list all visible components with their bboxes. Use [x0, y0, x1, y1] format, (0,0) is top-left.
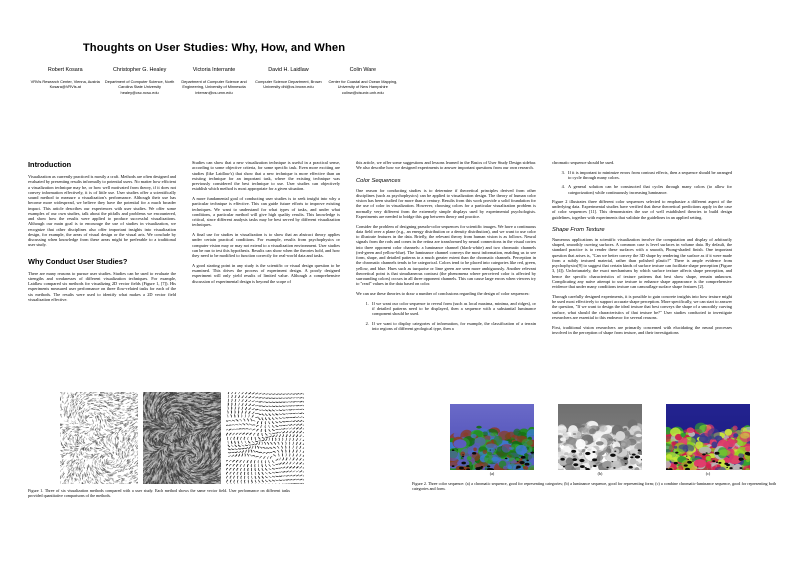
paragraph: A good starting point in any study is the scientific or visual design question to be examined. This drives the process of experiment design. A poorly designed experiment will only yield results of limited value. Although a comprehensive discussion of experimental design is beyond the scope of: [192, 262, 340, 284]
paragraph: chromatic sequence should be used.: [552, 160, 615, 165]
heading-shape-from-texture: Shape From Texture: [552, 226, 605, 233]
author-entry: [326, 66, 400, 95]
figure-2-panel-c: [666, 404, 750, 477]
conclusions-list: [356, 301, 536, 331]
author-entry: [177, 66, 251, 95]
list-item: 4. A general solution can be constructed that cycles through many colors (to allow for categorization) while continuously increasing luminance.: [566, 184, 732, 195]
figure-2-panel-b: [558, 404, 642, 477]
author-name: Christopher G. Healey: [112, 67, 167, 73]
list-item: 1. If we want our color sequence to reveal form (such as local maxima, minima, and ridges), or if detailed patterns need to be displayed, then a sequence with a substantial luminance component should be used.: [370, 301, 536, 317]
figure-2-sublabel: (c): [705, 471, 711, 476]
author-entry: [251, 66, 325, 95]
column-3: [356, 160, 536, 335]
author-entry: [28, 66, 102, 95]
figure-1-panels: [60, 392, 304, 484]
figure-1-panel-arrow-glyphs: [226, 392, 304, 484]
paragraph: A final use for studies in visualization is to show that an abstract theory applies under certain practical conditions. For example, results from psychophysics or computer vision may or may not extend to a visualization environment. User studies can be run to test this hypothesis. Results can show when the theories hold, and how they need to be modified to function correctly for real-world data and tasks.: [192, 232, 340, 258]
author-affiliation: Department of Computer Science and Engineering, University of Minnesota interran@cs.umn.edu: [181, 79, 247, 95]
author-name: Robert Kosara: [47, 67, 83, 73]
paragraph: Through carefully designed experiments, it is possible to gain concrete insights into how texture might be used most effectively to support accurate shape perception. More specifically, we can start to answer the question, "If we want to design the ideal texture that best conveys the shape of a smoothly curving surface, what should the characteristics of that texture be?" User studies conducted to investigate researchers are essential to this endeavor for several reasons.: [552, 293, 732, 320]
author-affiliation: VRVis Research Center, Vienna, Austria Kosara@VRVis.at: [30, 79, 100, 90]
conclusions-list-continued: [552, 170, 732, 195]
paragraph: Visualization as currently practiced is mostly a craft. Methods are often designed and evaluated by presenting results informally to potential users. No matter how efficient a visualization technique may be, or how well motivated from theory, if it does not convey information effectively, it is of little use. User studies offer a scientifically sound method to measure a visualization's performance. Although their use has become more widespread, we believe they have the potential for a much broader impact. This article describes our experiences with user studies. We offer some examples of our own studies, talk about the pitfalls and problems we encountered, and show how the results were applied to produce successful visualizations. Although our main goal is to encourage the use of studies in visualization, we recognize that other disciplines also offer important insights into visualization design, for example, the areas of visual design or the visual arts. We conclude by discussing when knowledge from these areas might be preferable to a traditional user study.: [28, 174, 176, 248]
author-name: Victoria Interrante: [192, 67, 236, 73]
author-affiliation: Computer Science Department, Brown University dhl@cs.brown.edu: [255, 79, 322, 90]
figure-2-sublabel: (b): [597, 471, 603, 476]
figure-1-panel-dense-strokes: [143, 392, 221, 484]
paragraph: Studies can show that a new visualization technique is useful in a practical sense, according to some objective criteria, for some specific task. Even more exciting are studies (like Laidlaw's) that show that a new technique is more effective than an existing technique for an important task, where the existing technique was previously considered the best technique to use. User studies can objectively establish which method is most appropriate for a given situation.: [192, 160, 340, 192]
paragraph: We can use these theories to draw a number of conclusions regarding the design of color sequences:: [356, 291, 530, 296]
paragraph: this article, we offer some suggestions and lessons learned in the Basics of User Study Design sidebar. We also describe how we designed experiments to answer important questions from our own research.: [356, 160, 536, 171]
paragraph: First, traditional vision researchers are primarily concerned with elucidating the neural processes involved in the perception of shape from texture, and their investigations: [552, 324, 732, 335]
paragraph: Consider the problem of designing pseudo-color sequences for scientific images. We have a continuous data field over a plane (e.g., an energy distribution or a density distribution), and we want to use color to illustrate features in the data. Briefly, the relevant theory from human vision is as follows. Neural signals from the rods and cones in the retina are transformed by neural connections in the visual cortex into three opponent color channels: a luminance channel (black-white) and two chromatic channels (red-green and yellow-blue). The luminance channel conveys the most information, enabling us to see form, shape, and detailed patterns to a much greater extent than the chromatic channels. Perception in the chromatic channels tends to be categorical. Colors tend to be placed into categories like red, green, yellow, and blue. Hues such as turquoise or lime green are seen more ambiguously. Another relevant theoretical point is that simultaneous contrast (the phenomena where perceived color is affected by surrounding colors) occurs in all three opponent channels. This can cause large errors when viewers try to "read" values in the data based on color.: [356, 223, 536, 287]
list-item: 2. If we want to display categories of information, for example, the classification of a terrain into regions of different geological type, then a: [370, 321, 536, 332]
paragraph: Figure 2 illustrates three different color sequences selected to emphasize a different aspect of the underlying data. Experimental studies have verified that these theoretical predictions apply in the case of color sequences [11]. This demonstrates the use of well established theories to build design guidelines, together with experiments that validate the guidelines in an applied setting.: [552, 198, 732, 220]
figure-2-caption: Figure 2. Three color sequence: (a) a chromatic sequence, good for representing categories; (b) a luminance sequence, good for representing form; (c) a combine chromatic-luminance sequence, good for representing both categories and form.: [412, 481, 776, 492]
column-grid: [28, 160, 776, 335]
figure-1-caption: Figure 1. Three of six visualization methods compared with a user study. Each method shows the same vector field. User performance on different tasks provided quantitative comparisons of the methods.: [28, 488, 290, 499]
figure-2-panel-a: [450, 404, 534, 477]
paragraph: One reason for conducting studies is to determine if theoretical principles derived from other disciplines (such as psychophysics) can be applied to visualization design. The theory of human color vision has been studied for more than a century. Results from this work provide a solid foundation for the use of color in visualization. However, choosing colors for a particular visualization problem is normally very different from the extremely simple displays used by experimental psychologists. Experiments are needed to bridge this gap between theory and practice.: [356, 187, 536, 219]
figure-1-panel-sparse-strokes: [60, 392, 138, 484]
author-affiliation: Department of Computer Science, North Carolina State University healey@csc.ncsu.edu: [104, 79, 175, 95]
author-name: Colin Ware: [349, 67, 377, 73]
list-item: 3. If it is important to minimize errors from contrast effects, then a sequence should be arranged to cycle through many colors.: [566, 170, 732, 181]
author-affiliation: Center for Coastal and Ocean Mapping, University of New Hampshire colinw@cisunix.unh.edu: [328, 79, 398, 95]
column-1: [28, 160, 176, 335]
author-entry: [102, 66, 176, 95]
title-block: [28, 42, 776, 54]
author-name: David H. Laidlaw: [268, 67, 309, 73]
heading-color-sequences: Color Sequences: [356, 177, 401, 184]
page-title: Thoughts on User Studies: Why, How, and When: [82, 42, 346, 54]
figure-1: [28, 392, 304, 499]
figure-2-sublabel: (a): [489, 471, 495, 476]
figure-2-panels: [412, 404, 776, 477]
figure-2: [412, 404, 776, 491]
paragraph: A more fundamental goal of conducting user studies is to seek insight into why a particular technique is effective. This can guide future efforts to improve existing techniques. We want to understand for what types of tasks, and under what conditions, a particular method will give high quality results. This knowledge is critical, since different analysis tasks may be best served by different visualization techniques.: [192, 196, 340, 228]
heading-why-conduct-user-studies: Why Conduct User Studies?: [28, 256, 128, 266]
column-4: [552, 160, 732, 335]
column-2: [192, 160, 340, 335]
author-list: [28, 66, 400, 95]
heading-introduction: Introduction: [28, 160, 72, 169]
paragraph: Numerous applications in scientific visualization involve the computation and display of arbitrarily shaped, smoothly curving surfaces. A common case is level surfaces in volume data. By default, the standard practice is to render these surfaces with a smooth, Phong-shaded finish. One important question that arises is, "Can we better convey the 3D shape by rendering the surface as if it were made from a subtly textured material, rather than polished plastic?" There is ample evidence from psychophysics[9] to suggest that certain kinds of surface texture can facilitate shape perception (Figure 3, [4]). Unfortunately, the exact mechanisms by which surface texture affects shape perception, and hence the specific characteristics of texture patterns that best show shape, remain unknown. Complicating any naïve attempt to use texture to enhance shape appearance is the comprehensive evidence that under many conditions texture can camouflage surface shape features [2].: [552, 236, 732, 289]
paragraph: There are many reasons to pursue user studies. Studies can be used to evaluate the strengths and weaknesses of different visualization techniques. For example, Laidlaw compared six methods for visualizing 2D vector fields (Figure 1, [7]). His experiments measured user performance on three flow-related tasks for each of the six methods. The results were used to identify what makes a 2D vector field visualization effective.: [28, 270, 176, 302]
